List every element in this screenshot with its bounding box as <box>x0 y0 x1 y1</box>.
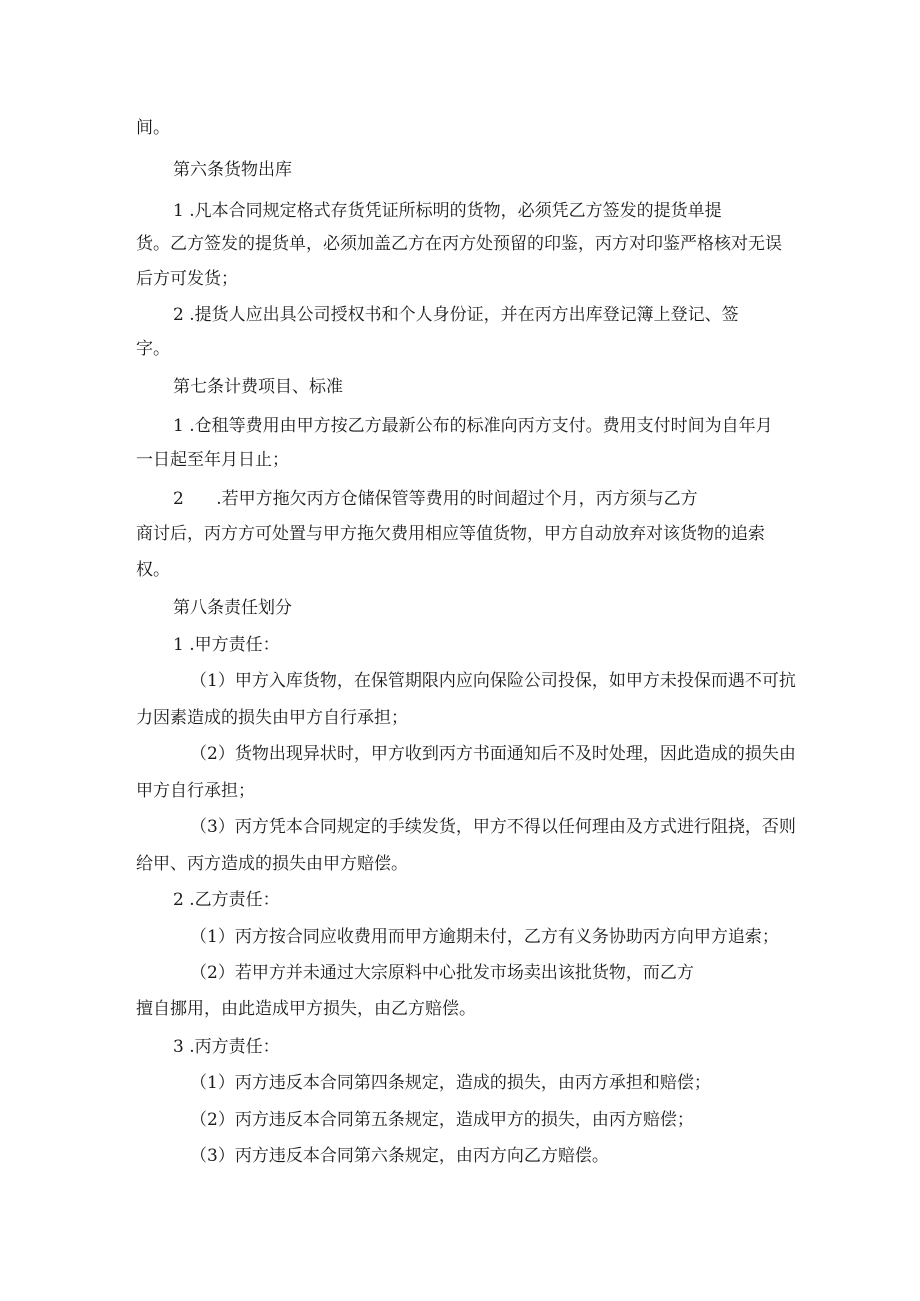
paragraph-line: 后方可发货； <box>136 269 238 289</box>
paragraph-line: （2）丙方违反本合同第五条规定，造成甲方的损失，由丙方赔偿； <box>190 1110 694 1130</box>
section-heading: 第八条责任划分 <box>173 598 292 618</box>
paragraph-line: 擅自挪用，由此造成甲方损失，由乙方赔偿。 <box>136 999 476 1019</box>
paragraph-line: 1 .仓租等费用由甲方按乙方最新公布的标准向丙方支付。费用支付时间为自年月 <box>173 416 773 436</box>
paragraph-line: 力因素造成的损失由甲方自行承担； <box>136 708 408 728</box>
paragraph-line: （1）丙方违反本合同第四条规定，造成的损失，由丙方承担和赔偿； <box>190 1073 711 1093</box>
paragraph-line: 1 .甲方责任： <box>173 635 280 655</box>
paragraph-line: （1）甲方入库货物，在保管期限内应向保险公司投保，如甲方未投保而遇不可抗 <box>190 671 796 691</box>
paragraph-line: （2）货物出现异状时，甲方收到丙方书面通知后不及时处理，因此造成的损失由 <box>190 744 796 764</box>
paragraph-line: 间。 <box>136 118 170 138</box>
section-heading: 第六条货物出库 <box>173 160 292 180</box>
paragraph-line: 一日起至年月日止； <box>136 450 289 470</box>
paragraph-line: 货。乙方签发的提货单，必须加盖乙方在丙方处预留的印鉴，丙方对印鉴严格核对无误 <box>136 234 782 254</box>
paragraph-line: 3 .丙方责任： <box>173 1037 280 1057</box>
paragraph-line: （2）若甲方并未通过大宗原料中心批发市场卖出该批货物，而乙方 <box>190 963 694 983</box>
paragraph-line: 字。 <box>136 339 170 359</box>
paragraph-line: 商讨后，丙方方可处置与甲方拖欠费用相应等值货物，甲方自动放弃对该货物的追索 <box>136 524 765 544</box>
paragraph-line: （3）丙方违反本合同第六条规定，由丙方向乙方赔偿。 <box>190 1146 609 1166</box>
paragraph-line: 权。 <box>136 560 170 580</box>
paragraph-line: 2 .提货人应出具公司授权书和个人身份证，并在丙方出库登记簿上登记、签 <box>173 305 739 325</box>
paragraph-line: （1）丙方按合同应收费用而甲方逾期未付，乙方有义务协助丙方向甲方追索； <box>190 927 779 947</box>
paragraph-line: （3）丙方凭本合同规定的手续发货，甲方不得以任何理由及方式进行阻挠，否则 <box>190 817 796 837</box>
section-heading: 第七条计费项目、标准 <box>173 377 343 397</box>
paragraph-line: 给甲、丙方造成的损失由甲方赔偿。 <box>136 854 408 874</box>
paragraph-line: 2 .乙方责任： <box>173 890 280 910</box>
paragraph-line: 甲方自行承担； <box>136 781 255 801</box>
paragraph-line: 1 .凡本合同规定格式存货凭证所标明的货物，必须凭乙方签发的提货单提 <box>173 201 722 221</box>
paragraph-line: 2 .若甲方拖欠丙方仓储保管等费用的时间超过个月，丙方须与乙方 <box>173 489 698 509</box>
